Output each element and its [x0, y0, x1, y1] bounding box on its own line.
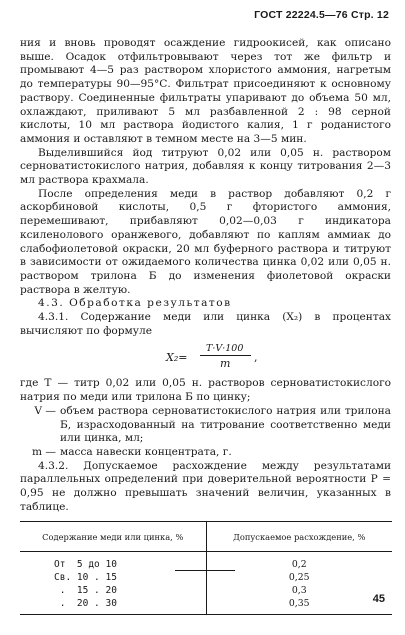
table-row — [20, 572, 392, 585]
cell-range: . 15 . 20 — [54, 584, 117, 596]
formula-lhs: X₂= — [166, 351, 188, 365]
paragraph-zinc-titration: После определения меди в раствор добавляют 0,2 г аскорбиновой кислоты, 0,5 г фтористого аммония, перемешивают, прибавляют 0,02—0,03 г индикатора ксиленолового оранжевого, добавляют по каплям аммиак до слабофиолетовой окраски, 20 мл буферного раствора и титруют в зависимости от ожидаемого количества цинка 0,02 или 0,05 н. раствором трилона Б до изменения фиолетовой окраски раствора в желтую. — [20, 187, 391, 296]
paragraph-iodine-titration: Выделившийся йод титруют 0,02 или 0,05 н. раствором серноватистокислого натрия, добавляя к концу титрования 2—3 мл раствора крахмала. — [20, 146, 391, 187]
definition-symbol: V — — [34, 404, 56, 417]
table-row — [20, 585, 392, 598]
definition-row — [20, 405, 391, 446]
definition-row — [20, 446, 391, 460]
column-header-content: Содержание меди или цинка, % — [20, 521, 206, 552]
paragraph-formula-intro: 4.3.1. Содержание меди или цинка (X₂) в процентах вычисляют по формуле — [20, 311, 391, 337]
fraction-bar — [200, 355, 251, 356]
formula — [20, 342, 391, 372]
tolerance-table — [20, 521, 392, 616]
table-row — [20, 598, 392, 615]
footer-divider — [175, 570, 235, 571]
cell-range: . 20 . 30 — [20, 598, 206, 615]
cell-value: 0,2 — [206, 552, 392, 572]
document-body — [20, 37, 391, 615]
paragraph-tolerance: 4.3.2. Допускаемое расхождение между результатами параллельных определений при доверительной вероятности P = 0,95 не должно превышать значений величин, указанных в таблице. — [20, 459, 391, 513]
cell-value: 0,25 — [206, 572, 392, 585]
table-header-row — [20, 521, 392, 552]
formula-comma: , — [254, 351, 258, 365]
cell-value: 0,3 — [206, 585, 392, 598]
column-header-tolerance: Допускаемое расхождение, % — [206, 521, 392, 552]
cell-range: Св. 10 . 15 — [54, 572, 117, 583]
definition-text: масса навески концентрата, г. — [60, 445, 232, 458]
page-number: 45 — [372, 593, 385, 605]
definition-text: объем раствора серноватистокислого натрия или трилона Б, израсходованный на титрование соответственно меди или цинка, мл; — [60, 404, 391, 445]
paragraph-filtration: ния и вновь проводят осаждение гидроокисей, как описано выше. Осадок отфильтровывают через тот же фильтр и промывают 4—5 раз раствором хлористого аммония, нагретым до температуры 90—95°С. Фильтрат присоединяют к основному раствору. Соединенные фильтраты упаривают до объема 50 мл, охлаждают, приливают 5 мл разбавленной 2 : 98 серной кислоты, 10 мл раствора йодистого калия, 1 г роданистого аммония и оставляют в темном месте на 3—5 мин. — [20, 37, 391, 145]
definition-symbol: где T — — [20, 377, 69, 390]
formula-numerator: T·V·100 — [206, 343, 244, 355]
definition-symbol: m — — [31, 445, 56, 458]
cell-value: 0,35 — [206, 598, 392, 615]
formula-denominator: m — [220, 357, 231, 371]
variable-definitions — [20, 377, 391, 459]
cell-range: От 5 до 10 — [54, 559, 117, 571]
page-header: ГОСТ 22224.5—76 Стр. 12 — [254, 9, 389, 21]
section-heading-results: 4.3. Обработка результатов — [38, 297, 232, 310]
definition-row — [20, 377, 391, 404]
definition-text: титр 0,02 или 0,05 н. растворов серноватистокислого натрия по меди или трилона Б по цинку; — [20, 377, 392, 404]
table-row — [20, 552, 392, 572]
